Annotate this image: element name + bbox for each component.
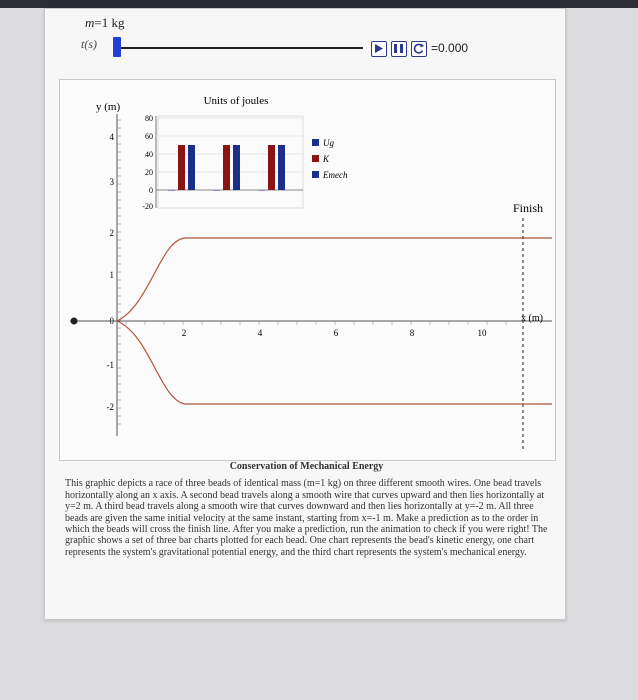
- x-axis-minor-ticks: [126, 321, 506, 325]
- reset-button[interactable]: [411, 41, 427, 57]
- mass-label: [85, 15, 124, 31]
- bar-chart-tick-labels: [142, 114, 153, 211]
- x-tick-6: 6: [333, 328, 339, 338]
- finish-label: Finish: [512, 201, 544, 215]
- bar-tick-neg20: -20: [142, 202, 153, 211]
- simulation-area: [59, 79, 556, 461]
- bar-2-emech: [233, 145, 240, 190]
- x-tick-8: 8: [409, 328, 415, 338]
- legend: [312, 138, 348, 180]
- mass-value: =1: [94, 15, 109, 30]
- caption: [59, 461, 554, 558]
- legend-emech: Emech: [323, 170, 348, 180]
- time-label: t(s): [81, 37, 97, 51]
- energy-bars: [168, 145, 285, 191]
- bar-2-k: [223, 145, 230, 190]
- bar-tick-40: 40: [145, 150, 153, 159]
- time-slider-track[interactable]: [113, 47, 363, 49]
- legend-swatch-emech: [312, 171, 319, 178]
- legend-ug: Ug: [323, 138, 334, 148]
- y-tick-2: 2: [109, 228, 114, 238]
- simulation-canvas: [60, 80, 555, 460]
- mass-unit: kg: [111, 15, 125, 30]
- x-tick-10: 10: [477, 328, 487, 338]
- y-tick-0: 0: [109, 316, 114, 326]
- y-axis-label: y (m): [96, 101, 121, 113]
- bar-3-ug: [258, 190, 265, 191]
- time-slider-thumb[interactable]: [113, 37, 121, 57]
- bar-3-emech: [278, 145, 285, 190]
- time-readout: =0.000: [431, 41, 469, 55]
- y-tick-neg1: -1: [106, 360, 114, 370]
- bar-1-emech: [188, 145, 195, 190]
- legend-swatch-k: [312, 155, 319, 162]
- y-axis-minor-ticks: [117, 120, 121, 424]
- bar-tick-80: 80: [145, 114, 153, 123]
- pause-icon: [392, 42, 405, 55]
- x-axis-label: x (m): [521, 313, 543, 324]
- bar-tick-20: 20: [145, 168, 153, 177]
- y-tick-neg2: -2: [106, 402, 114, 412]
- x-tick-labels: [182, 328, 487, 338]
- legend-k: K: [323, 154, 330, 164]
- x-tick-2: 2: [181, 328, 187, 338]
- bar-chart-title: Units of joules: [203, 95, 269, 107]
- mass-symbol: m: [85, 15, 95, 30]
- bar-1-ug: [168, 190, 175, 191]
- play-button[interactable]: [371, 41, 387, 57]
- pause-button[interactable]: [391, 41, 407, 57]
- legend-swatch-ug: [312, 139, 319, 146]
- caption-body: This graphic depicts a race of three beads of identical mass (m=1 kg) on three different smooth wires. One bead travels horizontally along an x axis. A second bead travels along a smooth wire that curves upward and then lies horizontally at y=2 m. A third bead travels along a smooth wire that curves downward and then lies horizontally at y=-2 m. All three beads are given the same initial velocity at the same instant, starting from x=-1 m. Make a prediction as to the order in which the beads will cross the finish line. After you make a prediction, run the animation to check if you were right! The graphic shows a set of three bar charts plotted for each bead. One chart represents the bead's kinetic energy, one chart represents the system's gravitational potential energy, and the third chart represents the system's mechanical energy.: [65, 478, 548, 558]
- window-top-bar: [0, 0, 638, 8]
- simulation-panel: [44, 8, 566, 620]
- bar-3-k: [268, 145, 275, 190]
- y-tick-3: 3: [109, 177, 114, 187]
- play-icon: [372, 42, 385, 55]
- upper-wire: [117, 238, 552, 321]
- x-tick-4: 4: [257, 328, 263, 338]
- bar-2-ug: [213, 190, 220, 191]
- y-tick-1: 1: [109, 270, 114, 280]
- reset-icon: [412, 42, 425, 55]
- bar-tick-60: 60: [145, 132, 153, 141]
- bar-tick-0: 0: [149, 186, 153, 195]
- bead-marker[interactable]: [71, 318, 78, 325]
- caption-title: Conservation of Mechanical Energy: [229, 461, 384, 472]
- y-tick-labels: [107, 132, 115, 412]
- y-tick-4: 4: [109, 132, 114, 142]
- bar-1-k: [178, 145, 185, 190]
